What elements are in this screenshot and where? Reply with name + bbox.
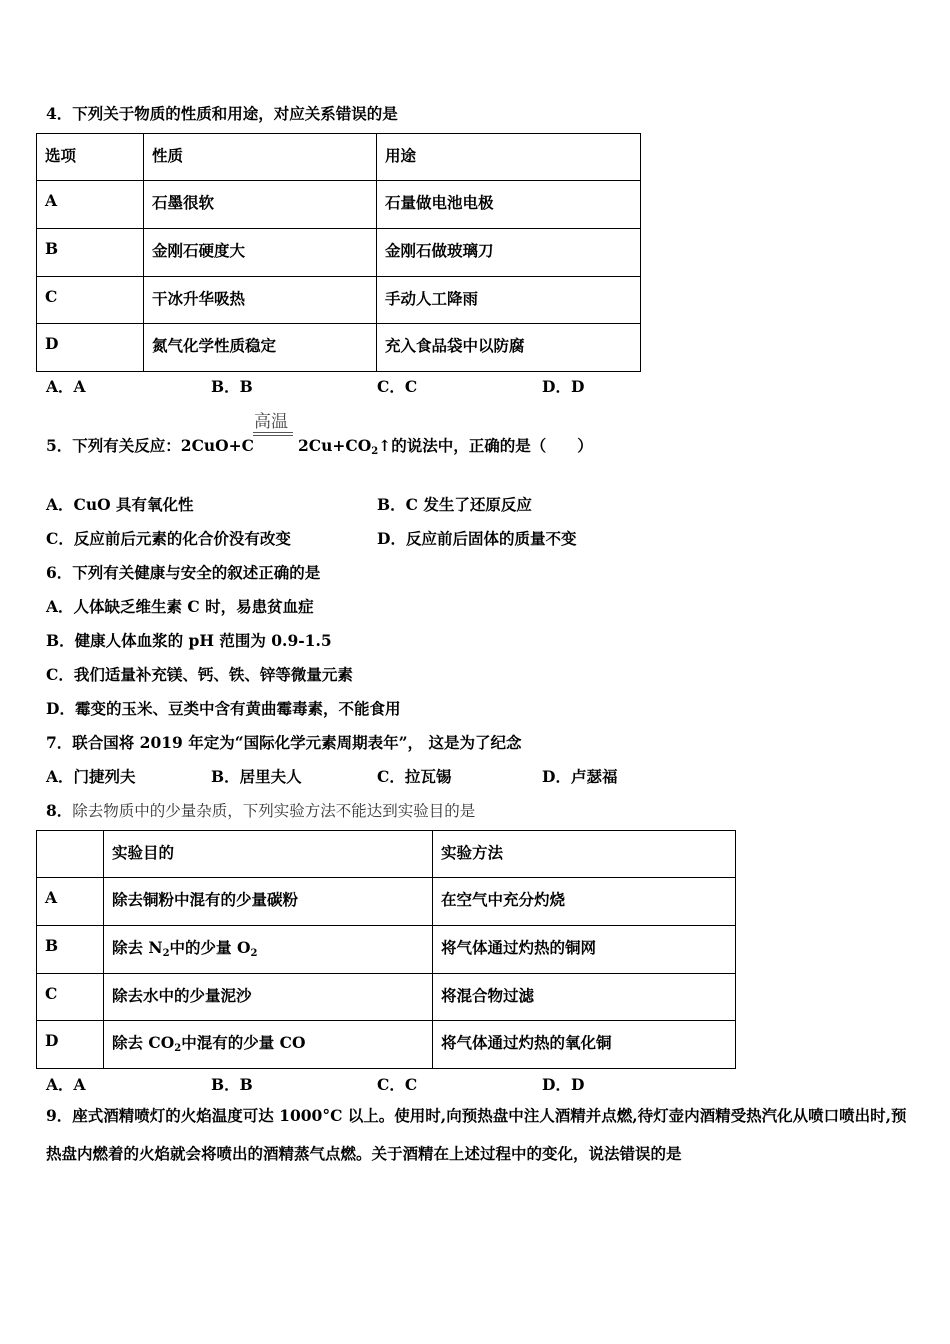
method-cell: 在空气中充分灼烧: [433, 878, 736, 926]
q8-option-d: D．D: [542, 1075, 585, 1094]
purpose-part: 除去 CO: [112, 1033, 175, 1052]
purpose-cell: [104, 1021, 433, 1069]
q7-option-b: B．居里夫人: [211, 767, 302, 786]
q5-stem: [46, 434, 593, 457]
method-cell: 将气体通过灼热的铜网: [433, 926, 736, 974]
option-cell: C: [37, 974, 104, 1021]
q5-option-a: A．CuO 具有氧化性: [46, 495, 194, 514]
table-header-row: [37, 831, 736, 878]
q4-stem: 4．下列关于物质的性质和用途，对应关系错误的是: [46, 104, 398, 123]
table-row: [37, 181, 641, 229]
option-cell: A: [37, 181, 144, 229]
use-cell: 充入食品袋中以防腐: [377, 324, 641, 372]
purpose-part: 中的少量 O: [169, 938, 251, 957]
q5-option-c: C．反应前后元素的化合价没有改变: [46, 529, 291, 548]
q5-product: 2Cu+CO: [298, 436, 372, 455]
q8-stem-text: 除去物质中的少量杂质，下列实验方法不能达到实验目的是: [72, 802, 476, 820]
q8-table: [36, 830, 736, 1069]
use-cell: 手动人工降雨: [377, 277, 641, 324]
subscript: 2: [250, 948, 258, 959]
option-cell: B: [37, 926, 104, 974]
header-cell: [37, 831, 104, 878]
q6-option-a: A．人体缺乏维生素 C 时，易患贫血症: [46, 597, 314, 616]
table-row: [37, 324, 641, 372]
table-row: [37, 277, 641, 324]
property-cell: 金刚石硬度大: [144, 229, 377, 277]
option-cell: C: [37, 277, 144, 324]
property-cell: 氮气化学性质稳定: [144, 324, 377, 372]
q7-option-a: A．门捷列夫: [46, 767, 136, 786]
subscript: 2: [371, 446, 379, 457]
header-cell: 实验方法: [433, 831, 736, 878]
method-cell: 将混合物过滤: [433, 974, 736, 1021]
q6-option-c: C．我们适量补充镁、钙、铁、锌等微量元素: [46, 665, 353, 684]
option-cell: B: [37, 229, 144, 277]
q6-option-b: B．健康人体血浆的 pH 范围为 0.9-1.5: [46, 631, 332, 650]
subscript: 2: [174, 1043, 182, 1054]
property-cell: 石墨很软: [144, 181, 377, 229]
q8-option-b: B．B: [211, 1075, 253, 1094]
q7-option-c: C．拉瓦锡: [377, 767, 452, 786]
header-cell: 用途: [377, 134, 641, 181]
table-row: [37, 229, 641, 277]
purpose-cell: 除去铜粉中混有的少量碳粉: [104, 878, 433, 926]
q6-stem: 6．下列有关健康与安全的叙述正确的是: [46, 563, 321, 582]
property-cell: 干冰升华吸热: [144, 277, 377, 324]
q7-option-d: D．卢瑟福: [542, 767, 618, 786]
q8-option-a: A．A: [46, 1075, 86, 1094]
q6-option-d: D．霉变的玉米、豆类中含有黄曲霉毒素，不能食用: [46, 699, 401, 718]
purpose-part: 除去 N: [112, 938, 163, 957]
purpose-cell: 除去水中的少量泥沙: [104, 974, 433, 1021]
q5-option-b: B．C 发生了还原反应: [377, 495, 532, 514]
use-cell: 石量做电池电极: [377, 181, 641, 229]
purpose-cell: [104, 926, 433, 974]
q5-option-d: D．反应前后固体的质量不变: [377, 529, 577, 548]
subscript: 2: [162, 948, 170, 959]
header-cell: 性质: [144, 134, 377, 181]
use-cell: 金刚石做玻璃刀: [377, 229, 641, 277]
reaction-condition: 高温: [254, 412, 288, 432]
header-cell: 实验目的: [104, 831, 433, 878]
table-row: [37, 974, 736, 1021]
q4-option-c: C．C: [377, 377, 418, 396]
q9-stem: 9．座式酒精喷灯的火焰温度可达 1000°C 以上。使用时,向预热盘中注人酒精并点燃,待灯壶内酒精受热汽化从喷口喷出时,预热盘内燃着的火焰就会将喷出的酒精蒸气点燃。关于酒精在上述过程中的变化，说法错误的是: [46, 1106, 907, 1163]
q4-table: [36, 133, 641, 372]
header-cell: 选项: [37, 134, 144, 181]
q5-stem-suffix: ↑的说法中，正确的是（ ）: [378, 436, 593, 455]
table-row: [37, 926, 736, 974]
q4-option-d: D．D: [542, 377, 585, 396]
q8-stem: [46, 799, 475, 821]
q7-stem: 7．联合国将 2019 年定为“国际化学元素周期表年”， 这是为了纪念: [46, 733, 522, 752]
option-cell: D: [37, 1021, 104, 1069]
table-header-row: [37, 134, 641, 181]
q8-option-c: C．C: [377, 1075, 418, 1094]
method-cell: 将气体通过灼热的氧化铜: [433, 1021, 736, 1069]
q5-stem-prefix: 5．下列有关反应：2CuO+C: [46, 436, 255, 455]
q4-option-a: A．A: [46, 377, 86, 396]
purpose-part: 中混有的少量 CO: [181, 1033, 306, 1052]
table-row: [37, 878, 736, 926]
q8-number: 8．: [46, 801, 73, 820]
q4-option-b: B．B: [211, 377, 253, 396]
option-cell: D: [37, 324, 144, 372]
table-row: [37, 1021, 736, 1069]
option-cell: A: [37, 878, 104, 926]
